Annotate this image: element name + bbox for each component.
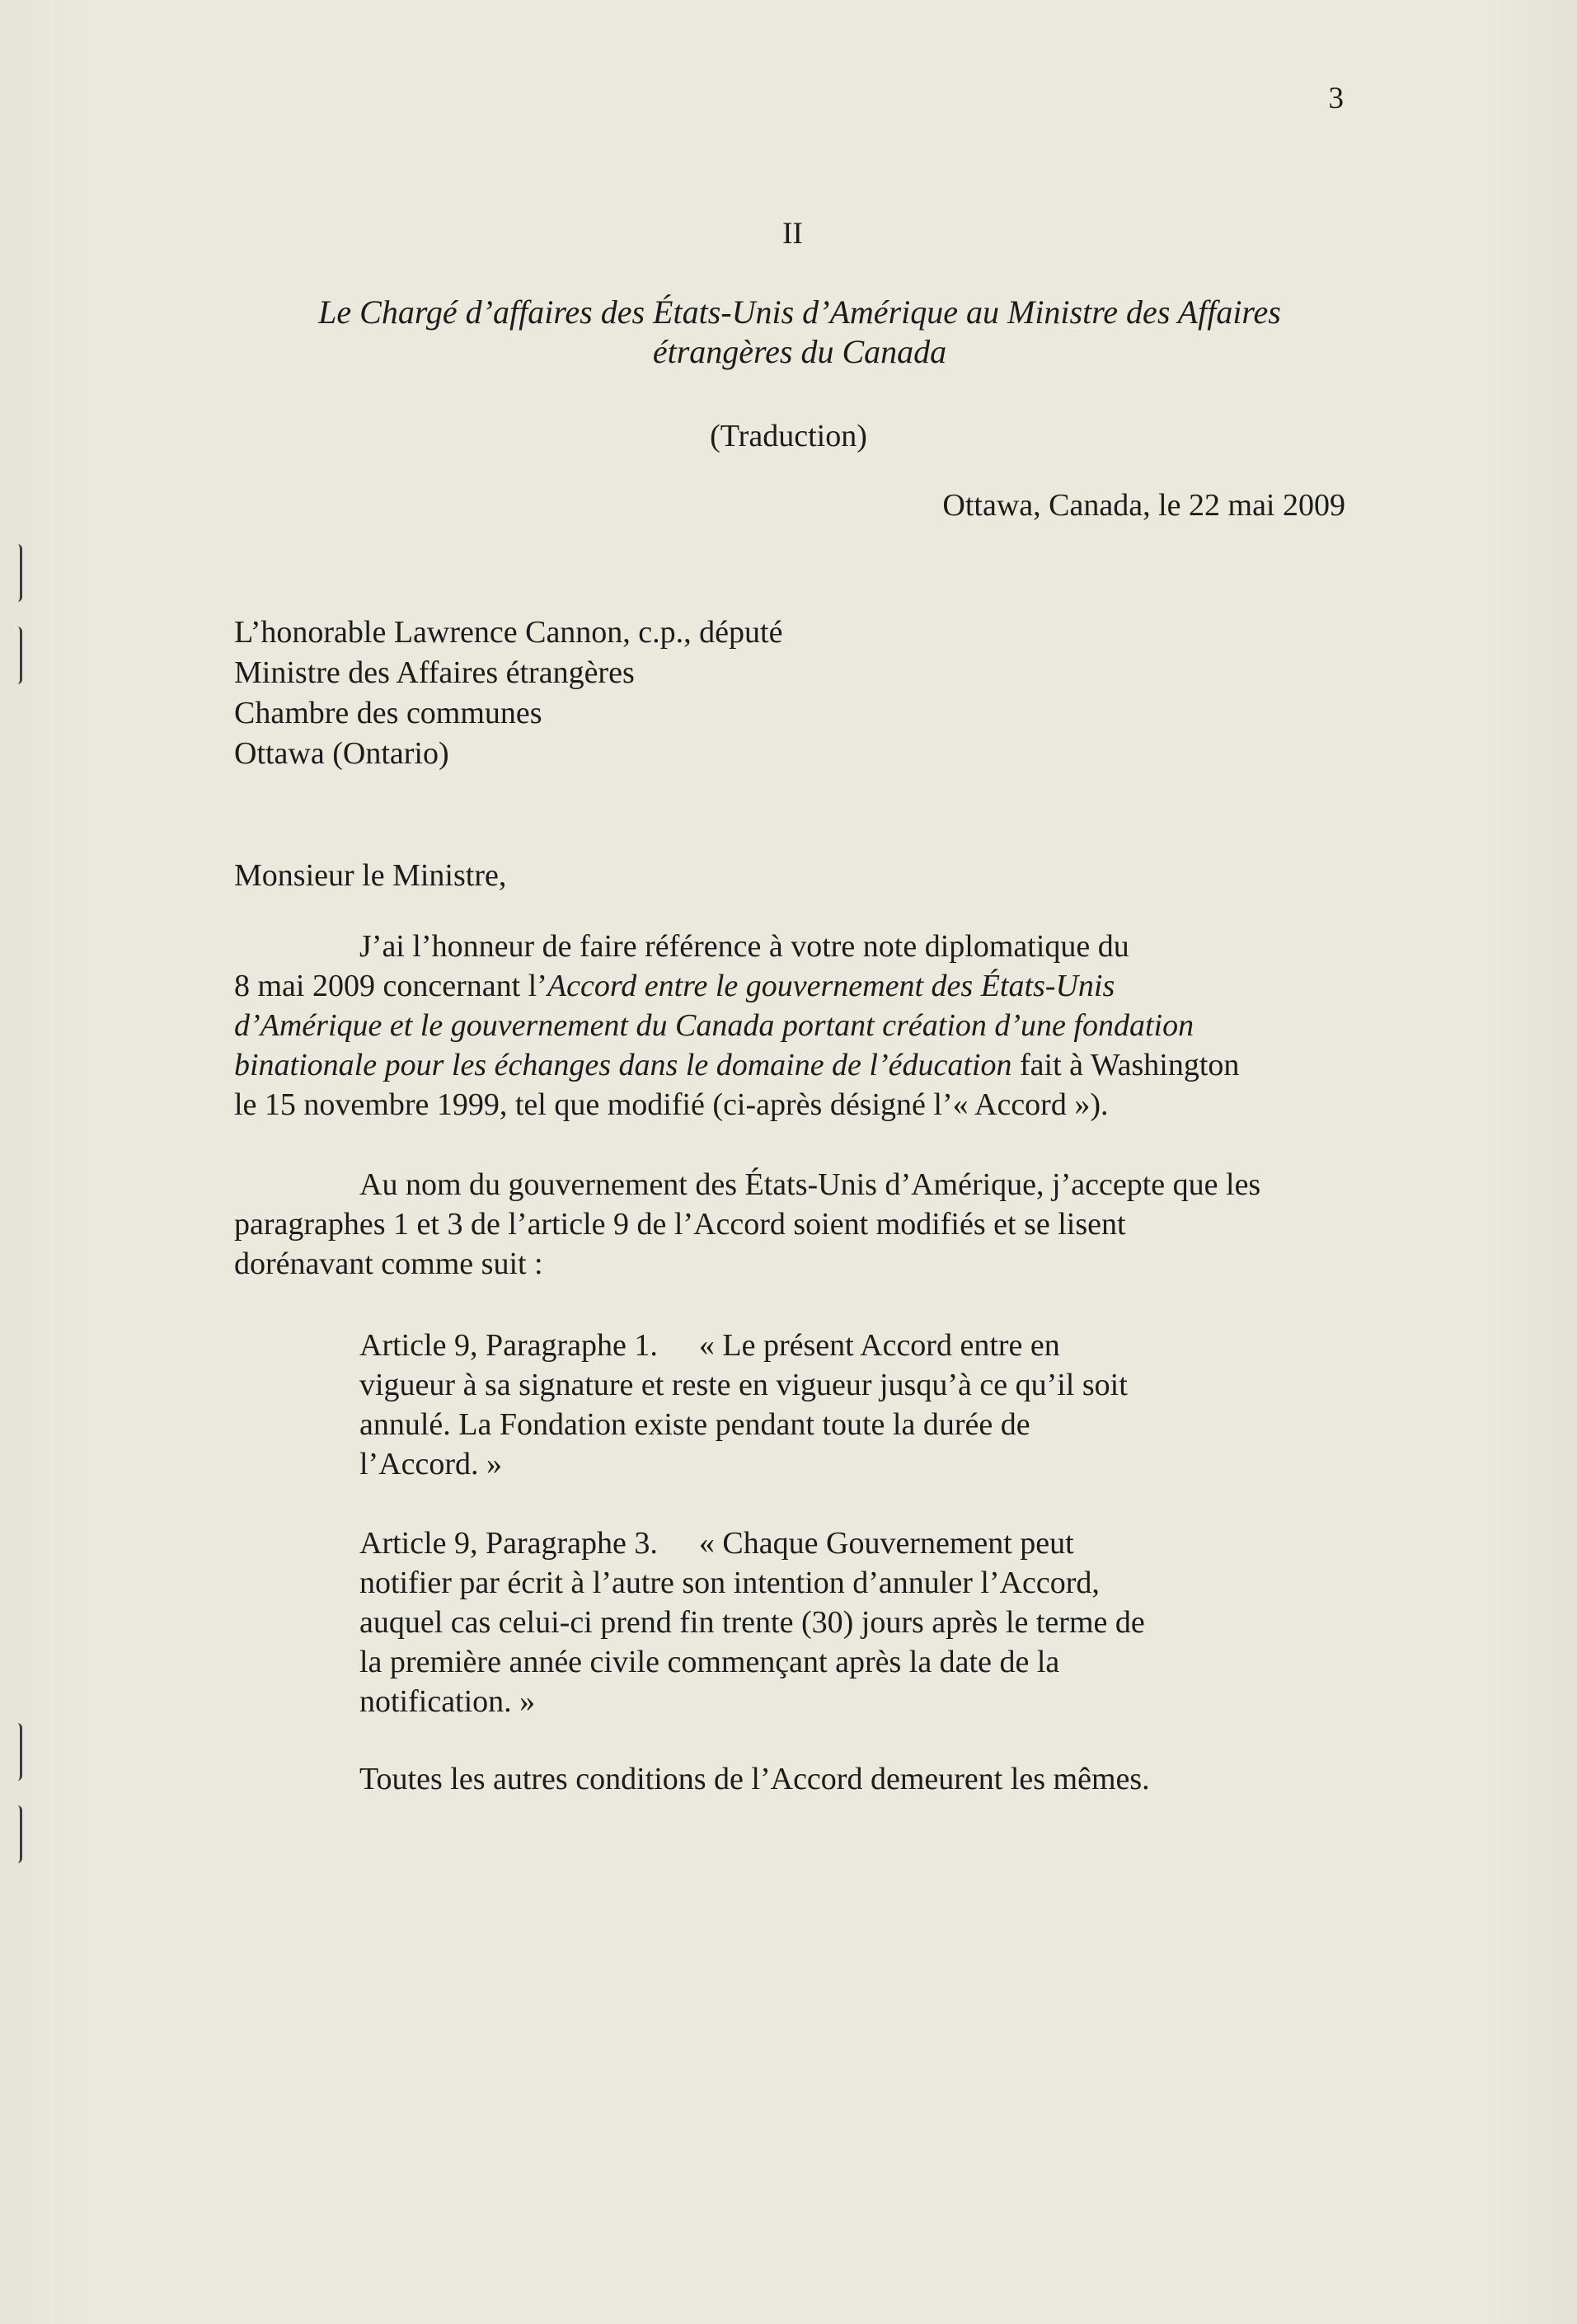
agreement-title: Accord entre le gouvernement des États-Unis — [547, 969, 1115, 1003]
article-9-paragraph-3 — [359, 1524, 1307, 1721]
paragraph-line: le 15 novembre 1999, tel que modifié (ci-après désigné l’« Accord »). — [234, 1087, 1109, 1122]
paragraph-line: dorénavant comme suit : — [234, 1247, 543, 1281]
translation-note: (Traduction) — [710, 419, 867, 453]
article-9-paragraph-1 — [359, 1326, 1307, 1484]
paragraph-line: paragraphes 1 et 3 de l’article 9 de l’Accord soient modifiés et se lisent — [234, 1207, 1126, 1242]
paragraph-acceptance — [234, 1165, 1355, 1284]
article-line: annulé. La Fondation existe pendant toute la durée de — [359, 1407, 1030, 1442]
paragraph-line — [234, 1045, 1355, 1085]
article-line: la première année civile commençant après la date de la — [359, 1645, 1060, 1679]
closing-statement: Toutes les autres conditions de l’Accord demeurent les mêmes. — [359, 1762, 1150, 1796]
agreement-title: d’Amérique et le gouvernement du Canada portant création d’une fondation — [234, 1008, 1194, 1043]
article-text: « Le présent Accord entre en — [698, 1328, 1060, 1363]
binding-mark — [12, 1723, 22, 1781]
address-line: L’honorable Lawrence Cannon, c.p., député — [234, 615, 783, 650]
article-line — [359, 1326, 1307, 1365]
article-text: « Chaque Gouvernement peut — [698, 1526, 1074, 1561]
article-label: Article 9, Paragraphe 1. — [359, 1328, 658, 1363]
paragraph-line: Au nom du gouvernement des États-Unis d’Amérique, j’accepte que les — [359, 1167, 1261, 1202]
text-run: 8 mai 2009 concernant l’ — [234, 969, 547, 1003]
article-label: Article 9, Paragraphe 3. — [359, 1526, 658, 1561]
binding-mark — [12, 544, 22, 602]
article-line: vigueur à sa signature et reste en vigueur jusqu’à ce qu’il soit — [359, 1368, 1128, 1402]
salutation: Monsieur le Ministre, — [234, 858, 507, 893]
article-line: notifier par écrit à l’autre son intention d’annuler l’Accord, — [359, 1566, 1100, 1600]
address-line: Chambre des communes — [234, 696, 542, 730]
paragraph-line — [234, 966, 1355, 1006]
text-run: fait à Washington — [1011, 1048, 1240, 1082]
heading-line: Le Chargé d’affaires des États-Unis d’Amérique au Ministre des Affaires — [318, 293, 1281, 331]
binding-mark — [12, 1805, 22, 1863]
recipient-address — [234, 613, 782, 774]
binding-mark — [12, 627, 22, 684]
letter-heading — [247, 293, 1352, 372]
page-number: 3 — [1328, 82, 1344, 115]
article-line: notification. » — [359, 1684, 536, 1719]
agreement-title: binationale pour les échanges dans le domaine de l’éducation — [234, 1048, 1012, 1082]
address-line: Ottawa (Ontario) — [234, 736, 449, 771]
article-line: l’Accord. » — [359, 1447, 503, 1481]
section-numeral: II — [782, 217, 803, 251]
place-date: Ottawa, Canada, le 22 mai 2009 — [942, 488, 1345, 523]
paragraph-line: J’ai l’honneur de faire référence à votre note diplomatique du — [359, 929, 1129, 964]
paragraph-reference — [234, 927, 1355, 1124]
address-line: Ministre des Affaires étrangères — [234, 655, 635, 690]
paragraph-line — [234, 1006, 1355, 1045]
heading-line: étrangères du Canada — [652, 333, 947, 370]
article-line: auquel cas celui-ci prend fin trente (30) jours après le terme de — [359, 1605, 1145, 1640]
article-line — [359, 1524, 1307, 1563]
